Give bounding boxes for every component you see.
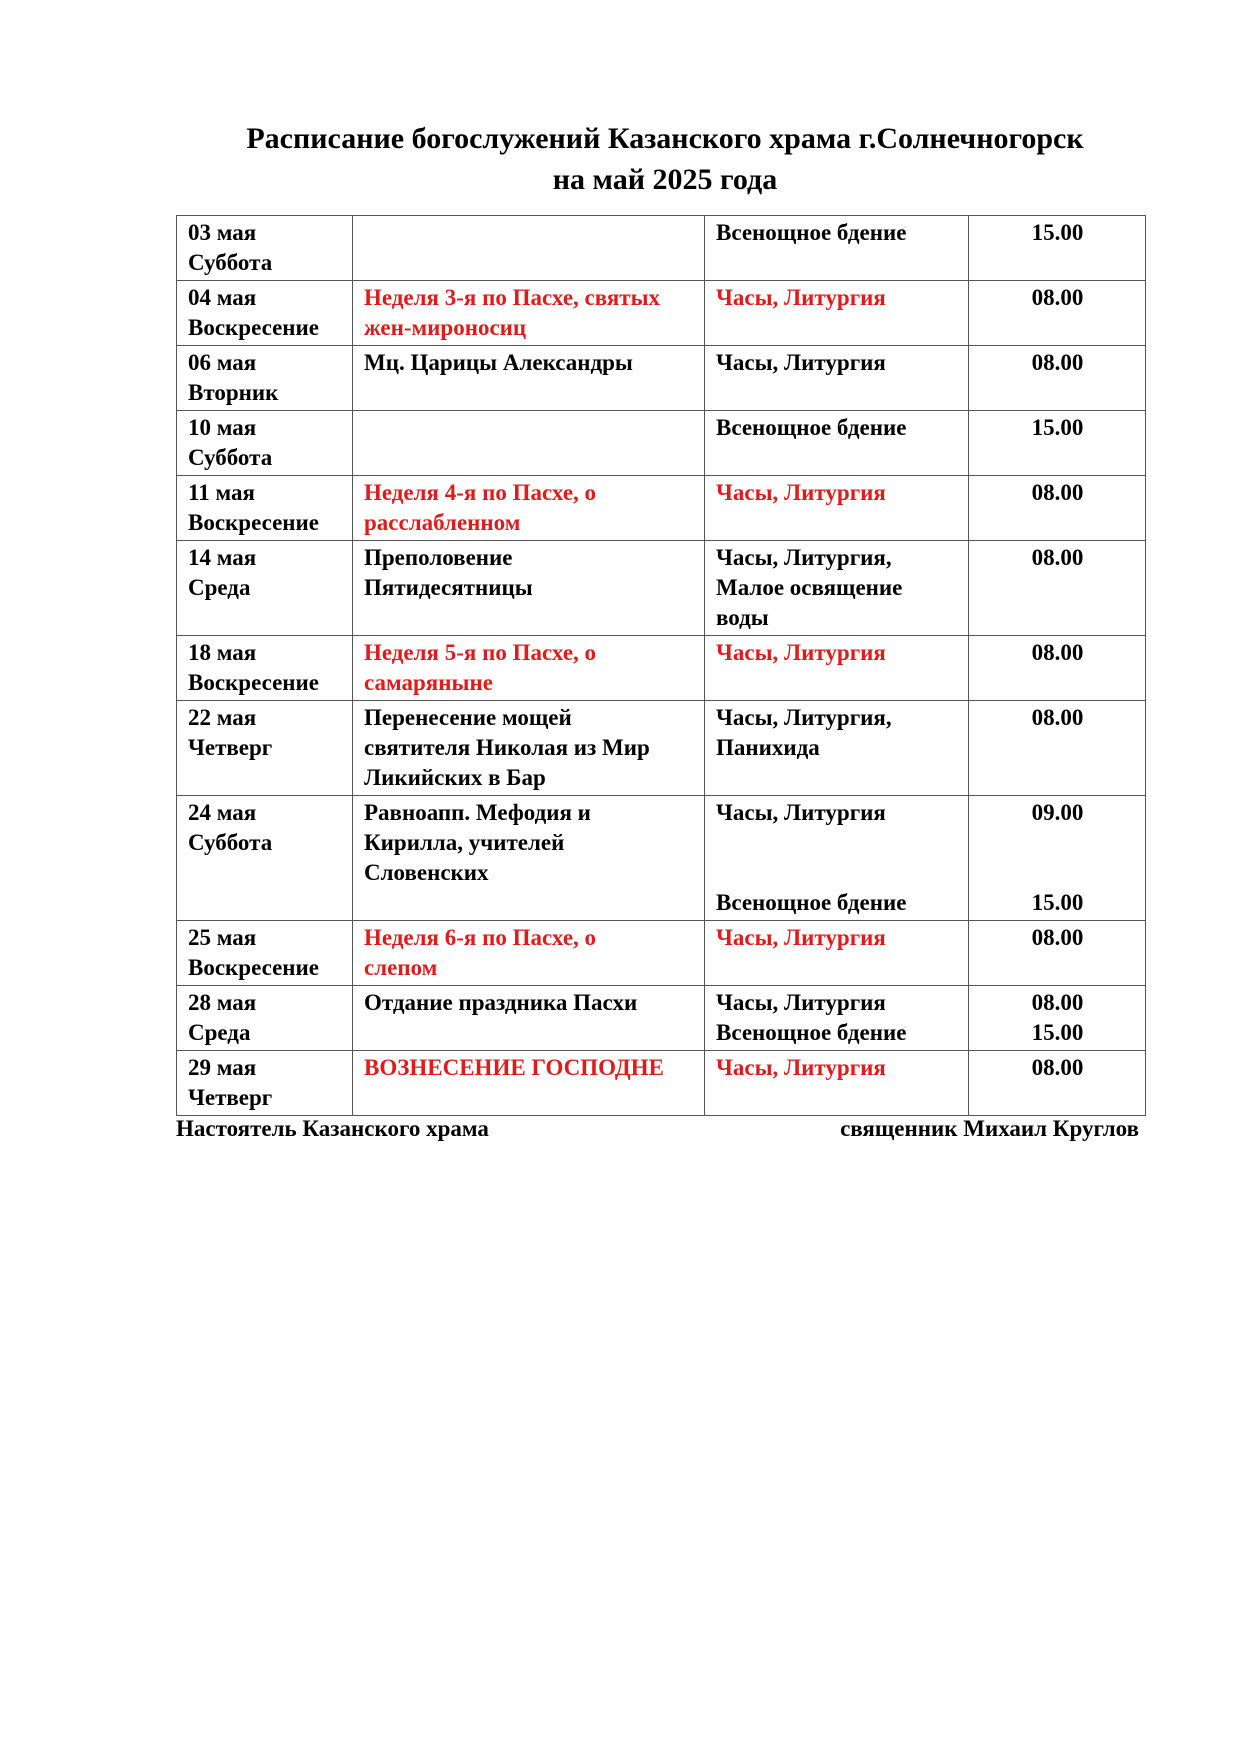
service-name-line: воды: [716, 605, 769, 630]
service-name-line: Панихида: [716, 735, 820, 760]
service-name-line: Часы, Литургия,: [716, 545, 892, 570]
feast-name-line: Кирилла, учителей: [364, 830, 565, 855]
date-cell: [177, 636, 353, 701]
schedule-date: 14 мая: [188, 545, 257, 570]
schedule-date: 06 мая: [188, 350, 257, 375]
schedule-date: 25 мая: [188, 925, 257, 950]
feast-name-line: самаряныне: [364, 670, 493, 695]
service-name-line: Всенощное бдение: [716, 1020, 907, 1045]
feast-name-line: Ликийских в Бар: [364, 765, 546, 790]
schedule-row: [177, 796, 1146, 921]
date-cell: [177, 411, 353, 476]
service-cell: [705, 281, 969, 346]
service-cell: [705, 986, 969, 1051]
service-name-line: Часы, Литургия,: [716, 705, 892, 730]
schedule-row: [177, 921, 1146, 986]
service-time: 15.00: [1031, 890, 1084, 915]
service-name-line: Малое освящение: [716, 575, 903, 600]
feast-name-line: жен-мироносиц: [364, 315, 527, 340]
time-cell: [969, 411, 1146, 476]
time-cell: [969, 921, 1146, 986]
schedule-weekday: Среда: [188, 575, 251, 600]
service-name-line: Часы, Литургия: [716, 285, 886, 310]
date-cell: [177, 921, 353, 986]
feast-cell: [353, 216, 705, 281]
service-spacer: [716, 828, 958, 858]
date-cell: [177, 281, 353, 346]
service-name-line: Часы, Литургия: [716, 800, 886, 825]
schedule-weekday: Среда: [188, 1020, 251, 1045]
service-cell: [705, 1051, 969, 1116]
service-time: 08.00: [1031, 640, 1084, 665]
feast-name-line: Неделя 5-я по Пасхе, о: [364, 640, 597, 665]
schedule-date: 10 мая: [188, 415, 257, 440]
feast-cell: [353, 701, 705, 796]
time-cell: [969, 986, 1146, 1051]
service-cell: [705, 796, 969, 921]
time-cell: [969, 346, 1146, 411]
footer-rector-title: Настоятель Казанского храма: [176, 1116, 489, 1141]
schedule-row: [177, 216, 1146, 281]
schedule-date: 11 мая: [188, 480, 255, 505]
schedule-weekday: Четверг: [188, 735, 273, 760]
feast-name-line: Неделя 6-я по Пасхе, о: [364, 925, 597, 950]
service-cell: [705, 346, 969, 411]
schedule-table: [176, 215, 1146, 1116]
date-cell: [177, 476, 353, 541]
schedule-row: [177, 541, 1146, 636]
service-cell: [705, 921, 969, 986]
schedule-row: [177, 281, 1146, 346]
schedule-date: 24 мая: [188, 800, 257, 825]
time-cell: [969, 281, 1146, 346]
service-name-line: Всенощное бдение: [716, 415, 907, 440]
feast-name-line: святителя Николая из Мир: [364, 735, 650, 760]
feast-cell: [353, 281, 705, 346]
service-time: 08.00: [1031, 545, 1084, 570]
schedule-date: 29 мая: [188, 1055, 257, 1080]
footer-rector-name: священник Михаил Круглов: [840, 1116, 1139, 1141]
schedule-date: 03 мая: [188, 220, 257, 245]
service-time: 15.00: [1031, 415, 1084, 440]
schedule-row: [177, 346, 1146, 411]
schedule-weekday: Воскресение: [188, 510, 319, 535]
feast-cell: [353, 796, 705, 921]
document-title-line-1: Расписание богослужений Казанского храма г.Солнечногорск: [246, 122, 1084, 155]
feast-cell: [353, 476, 705, 541]
feast-name-line: Перенесение мощей: [364, 705, 572, 730]
feast-cell: [353, 636, 705, 701]
schedule-date: 22 мая: [188, 705, 257, 730]
schedule-weekday: Вторник: [188, 380, 279, 405]
schedule-weekday: Суббота: [188, 830, 273, 855]
service-name-line: Всенощное бдение: [716, 220, 907, 245]
feast-name-line: Словенских: [364, 860, 489, 885]
feast-name-line: Преполовение: [364, 545, 513, 570]
schedule-weekday: Воскресение: [188, 670, 319, 695]
service-time: 08.00: [1031, 925, 1084, 950]
schedule-row: [177, 636, 1146, 701]
time-cell: [969, 476, 1146, 541]
feast-name-line: Неделя 3-я по Пасхе, святых: [364, 285, 661, 310]
date-cell: [177, 1051, 353, 1116]
time-cell: [969, 701, 1146, 796]
schedule-row: [177, 411, 1146, 476]
service-cell: [705, 541, 969, 636]
time-spacer: [980, 858, 1135, 888]
feast-name-line: Мц. Царицы Александры: [364, 350, 633, 375]
service-time: 08.00: [1031, 480, 1084, 505]
schedule-date: 28 мая: [188, 990, 257, 1015]
service-name-line: Всенощное бдение: [716, 890, 907, 915]
time-cell: [969, 1051, 1146, 1116]
feast-name-line: расслабленном: [364, 510, 521, 535]
service-name-line: Часы, Литургия: [716, 990, 886, 1015]
feast-name-line: Равноапп. Мефодия и: [364, 800, 591, 825]
service-time: 08.00: [1031, 705, 1084, 730]
service-time: 09.00: [1031, 800, 1084, 825]
time-spacer: [980, 828, 1135, 858]
service-name-line: Часы, Литургия: [716, 480, 886, 505]
service-time: 15.00: [1031, 220, 1084, 245]
service-time: 08.00: [1031, 990, 1084, 1015]
date-cell: [177, 346, 353, 411]
service-name-line: Часы, Литургия: [716, 350, 886, 375]
schedule-date: 18 мая: [188, 640, 257, 665]
service-cell: [705, 476, 969, 541]
date-cell: [177, 541, 353, 636]
schedule-weekday: Воскресение: [188, 315, 319, 340]
date-cell: [177, 216, 353, 281]
schedule-row: [177, 701, 1146, 796]
service-name-line: Часы, Литургия: [716, 1055, 886, 1080]
service-cell: [705, 216, 969, 281]
schedule-date: 04 мая: [188, 285, 257, 310]
feast-cell: [353, 986, 705, 1051]
service-cell: [705, 411, 969, 476]
service-time: 08.00: [1031, 350, 1084, 375]
feast-cell: [353, 411, 705, 476]
schedule-weekday: Суббота: [188, 250, 273, 275]
service-time: 08.00: [1031, 1055, 1084, 1080]
feast-cell: [353, 1051, 705, 1116]
feast-name-line: Неделя 4-я по Пасхе, о: [364, 480, 597, 505]
schedule-weekday: Воскресение: [188, 955, 319, 980]
service-time: 08.00: [1031, 285, 1084, 310]
time-cell: [969, 636, 1146, 701]
service-name-line: Часы, Литургия: [716, 640, 886, 665]
feast-name-line: ВОЗНЕСЕНИЕ ГОСПОДНЕ: [364, 1055, 664, 1080]
feast-cell: [353, 921, 705, 986]
schedule-weekday: Четверг: [188, 1085, 273, 1110]
date-cell: [177, 986, 353, 1051]
feast-cell: [353, 541, 705, 636]
time-cell: [969, 216, 1146, 281]
date-cell: [177, 796, 353, 921]
schedule-row: [177, 1051, 1146, 1116]
schedule-weekday: Суббота: [188, 445, 273, 470]
schedule-table-body: [177, 216, 1146, 1116]
service-cell: [705, 636, 969, 701]
feast-cell: [353, 346, 705, 411]
time-cell: [969, 541, 1146, 636]
time-cell: [969, 796, 1146, 921]
feast-name-line: слепом: [364, 955, 438, 980]
service-name-line: Часы, Литургия: [716, 925, 886, 950]
schedule-row: [177, 476, 1146, 541]
service-spacer: [716, 858, 958, 888]
service-time: 15.00: [1031, 1020, 1084, 1045]
service-cell: [705, 701, 969, 796]
feast-name-line: Пятидесятницы: [364, 575, 533, 600]
document-title-line-2: на май 2025 года: [552, 163, 778, 196]
date-cell: [177, 701, 353, 796]
feast-name-line: Отдание праздника Пасхи: [364, 990, 638, 1015]
schedule-row: [177, 986, 1146, 1051]
